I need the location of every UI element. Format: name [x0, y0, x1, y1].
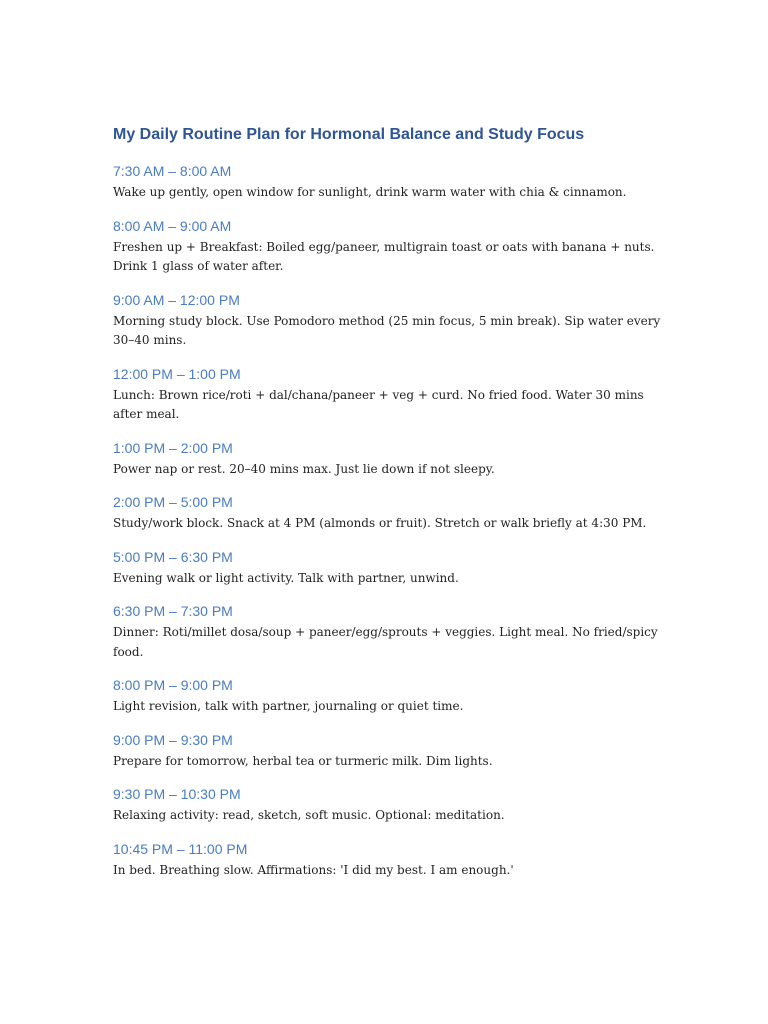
- time-heading: 8:00 AM – 9:00 AM: [113, 217, 232, 234]
- entry-description: Lunch: Brown rice/roti + dal/chana/paneer + veg + curd. No fried food. Water 30 mins after meal.: [113, 387, 644, 421]
- schedule-entry: [113, 730, 663, 772]
- entry-description: Wake up gently, open window for sunlight, drink warm water with chia & cinnamon.: [113, 185, 627, 199]
- entry-description: Dinner: Roti/millet dosa/soup + paneer/egg/sprouts + veggies. Light meal. No fried/spicy food.: [113, 625, 658, 659]
- schedule-entry: [113, 601, 663, 662]
- schedule-entry: [113, 216, 663, 277]
- time-heading: 9:00 AM – 12:00 PM: [113, 291, 240, 308]
- schedule-entry: [113, 364, 663, 425]
- schedule-entry: [113, 161, 663, 203]
- time-heading: 10:45 PM – 11:00 PM: [113, 840, 248, 857]
- entry-description: Evening walk or light activity. Talk with partner, unwind.: [113, 570, 459, 585]
- entry-description: Prepare for tomorrow, herbal tea or turmeric milk. Dim lights.: [113, 753, 493, 768]
- entry-description: Freshen up + Breakfast: Boiled egg/paneer, multigrain toast or oats with banana + nuts. Drink 1 glass of water after.: [113, 239, 655, 273]
- time-heading: 6:30 PM – 7:30 PM: [113, 603, 233, 619]
- time-heading: 12:00 PM – 1:00 PM: [113, 365, 241, 382]
- document-body: [113, 124, 663, 893]
- schedule-entry: [113, 290, 663, 351]
- schedule-entry: [113, 547, 663, 589]
- schedule-entry: [113, 438, 663, 480]
- schedule-entry: [113, 784, 663, 826]
- entry-description: Study/work block. Snack at 4 PM (almonds or fruit). Stretch or walk briefly at 4:30 PM.: [113, 516, 647, 530]
- time-heading: 5:00 PM – 6:30 PM: [113, 548, 233, 565]
- entry-description: Relaxing activity: read, sketch, soft music. Optional: meditation.: [113, 808, 505, 822]
- entry-description: Power nap or rest. 20–40 mins max. Just lie down if not sleepy.: [113, 461, 495, 476]
- schedule-entry: [113, 492, 663, 534]
- document-title: My Daily Routine Plan for Hormonal Balance and Study Focus: [113, 126, 585, 143]
- entry-description: In bed. Breathing slow. Affirmations: 'I did my best. I am enough.': [113, 862, 514, 877]
- entry-description: Morning study block. Use Pomodoro method (25 min focus, 5 min break). Sip water every 30–40 mins.: [113, 313, 661, 347]
- schedule-entry: [113, 839, 663, 881]
- time-heading: 2:00 PM – 5:00 PM: [113, 494, 233, 510]
- time-heading: 1:00 PM – 2:00 PM: [113, 439, 233, 456]
- time-heading: 9:30 PM – 10:30 PM: [113, 786, 241, 802]
- entry-description: Light revision, talk with partner, journaling or quiet time.: [113, 699, 464, 713]
- time-heading: 7:30 AM – 8:00 AM: [113, 163, 232, 179]
- time-heading: 8:00 PM – 9:00 PM: [113, 677, 233, 693]
- time-heading: 9:00 PM – 9:30 PM: [113, 731, 233, 748]
- schedule-entry: [113, 675, 663, 717]
